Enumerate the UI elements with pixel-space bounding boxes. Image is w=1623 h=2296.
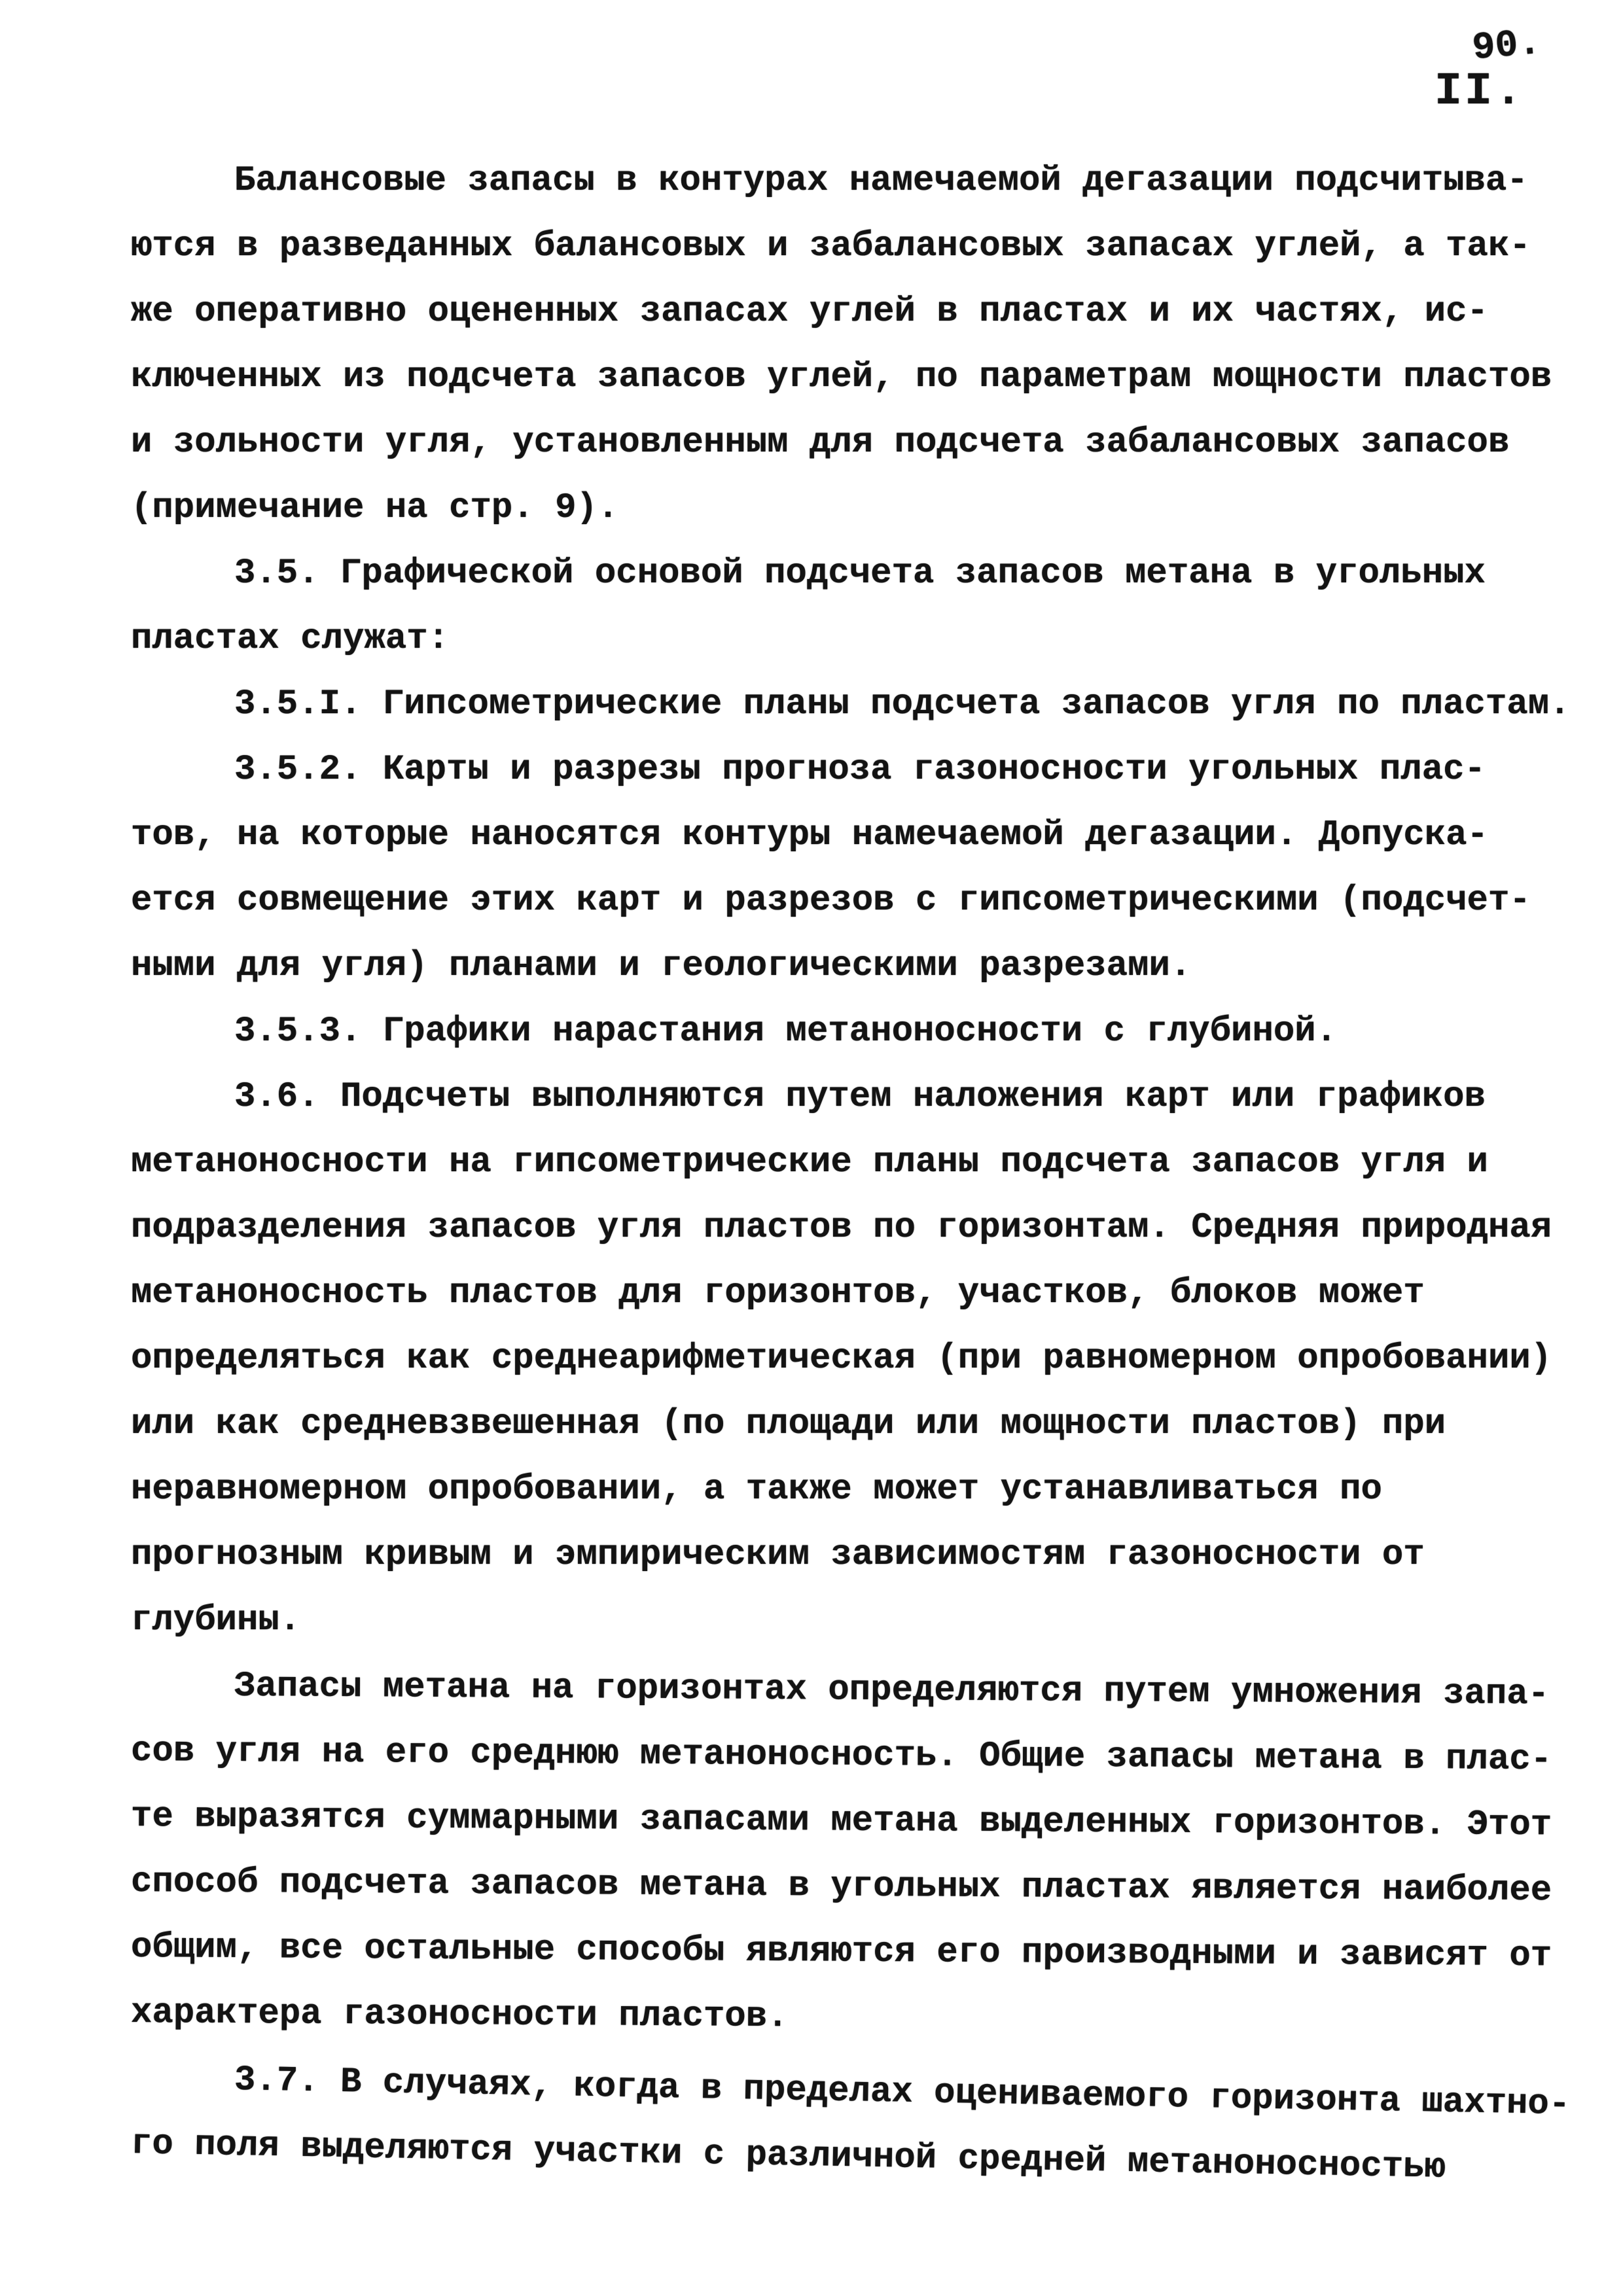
text-line: общим, все остальные способы являются его производными и зависят от: [130, 1928, 1552, 1977]
text-line: 3.5.I. Гипсометрические планы подсчета запасов угля по пластам.: [234, 684, 1571, 724]
text-line: ются в разведанных балансовых и забалансовых запасах углей, а так-: [131, 226, 1531, 266]
text-line: неравномерном опробовании, а также может устанавливаться по: [131, 1470, 1382, 1510]
text-line: пластах служат:: [131, 619, 450, 659]
text-line: прогнозным кривым и эмпирическим зависимостям газоносности от: [131, 1535, 1425, 1575]
text-line: сов угля на его среднюю метаноносность. Общие запасы метана в плас-: [130, 1731, 1552, 1780]
text-line: Балансовые запасы в контурах намечаемой дегазации подсчитыва-: [234, 161, 1528, 201]
text-line: характера газоносности пластов.: [130, 1993, 789, 2038]
text-line: метаноносности на гипсометрические планы подсчета запасов угля и: [131, 1142, 1488, 1182]
text-line: Запасы метана на горизонтах определяются путем умножения запа-: [234, 1666, 1550, 1715]
text-line: метаноносность пластов для горизонтов, участков, блоков может: [131, 1273, 1425, 1313]
text-line: те выразятся суммарными запасами метана выделенных горизонтов. Этот: [130, 1797, 1552, 1846]
text-line: или как средневзвешенная (по площади или мощности пластов) при: [131, 1404, 1446, 1444]
handwritten-page-number: 90.: [1471, 22, 1543, 71]
text-line: 3.6. Подсчеты выполняются путем наложения карт или графиков: [234, 1077, 1486, 1117]
text-line: ными для угля) планами и геологическими разрезами.: [131, 946, 1192, 986]
text-line: 3.7. В случаях, когда в пределах оцениваемого горизонта шахтно-: [234, 2060, 1571, 2125]
text-line: 3.5.2. Карты и разрезы прогноза газоносности угольных плас-: [234, 750, 1486, 790]
text-line: ется совмещение этих карт и разрезов с гипсометрическими (подсчет-: [131, 881, 1531, 921]
text-line: 3.5.3. Графики нарастания метаноносности с глубиной.: [234, 1012, 1338, 1051]
text-line: ключенных из подсчета запасов углей, по параметрам мощности пластов: [131, 357, 1552, 397]
text-line: способ подсчета запасов метана в угольных пластах является наиболее: [130, 1862, 1552, 1911]
text-line: 3.5. Графической основой подсчета запасов метана в угольных: [234, 554, 1486, 593]
text-line: определяться как среднеарифметическая (при равномерном опробовании): [131, 1339, 1552, 1379]
text-line: (примечание на стр. 9).: [131, 488, 619, 528]
text-line: и зольности угля, установленным для подсчета забалансовых запасов: [131, 423, 1510, 463]
text-line: подразделения запасов угля пластов по горизонтам. Средняя природная: [131, 1208, 1552, 1248]
text-line: же оперативно оцененных запасах углей в пластах и их частях, ис-: [131, 292, 1488, 332]
text-line: глубины.: [131, 1600, 301, 1640]
text-line: го поля выделяются участки с различной средней метаноносностью: [130, 2124, 1446, 2188]
typed-page-number: II.: [1435, 66, 1525, 118]
document-body: [130, 149, 1584, 2188]
text-line: тов, на которые наносятся контуры намечаемой дегазации. Допуска-: [131, 815, 1488, 855]
